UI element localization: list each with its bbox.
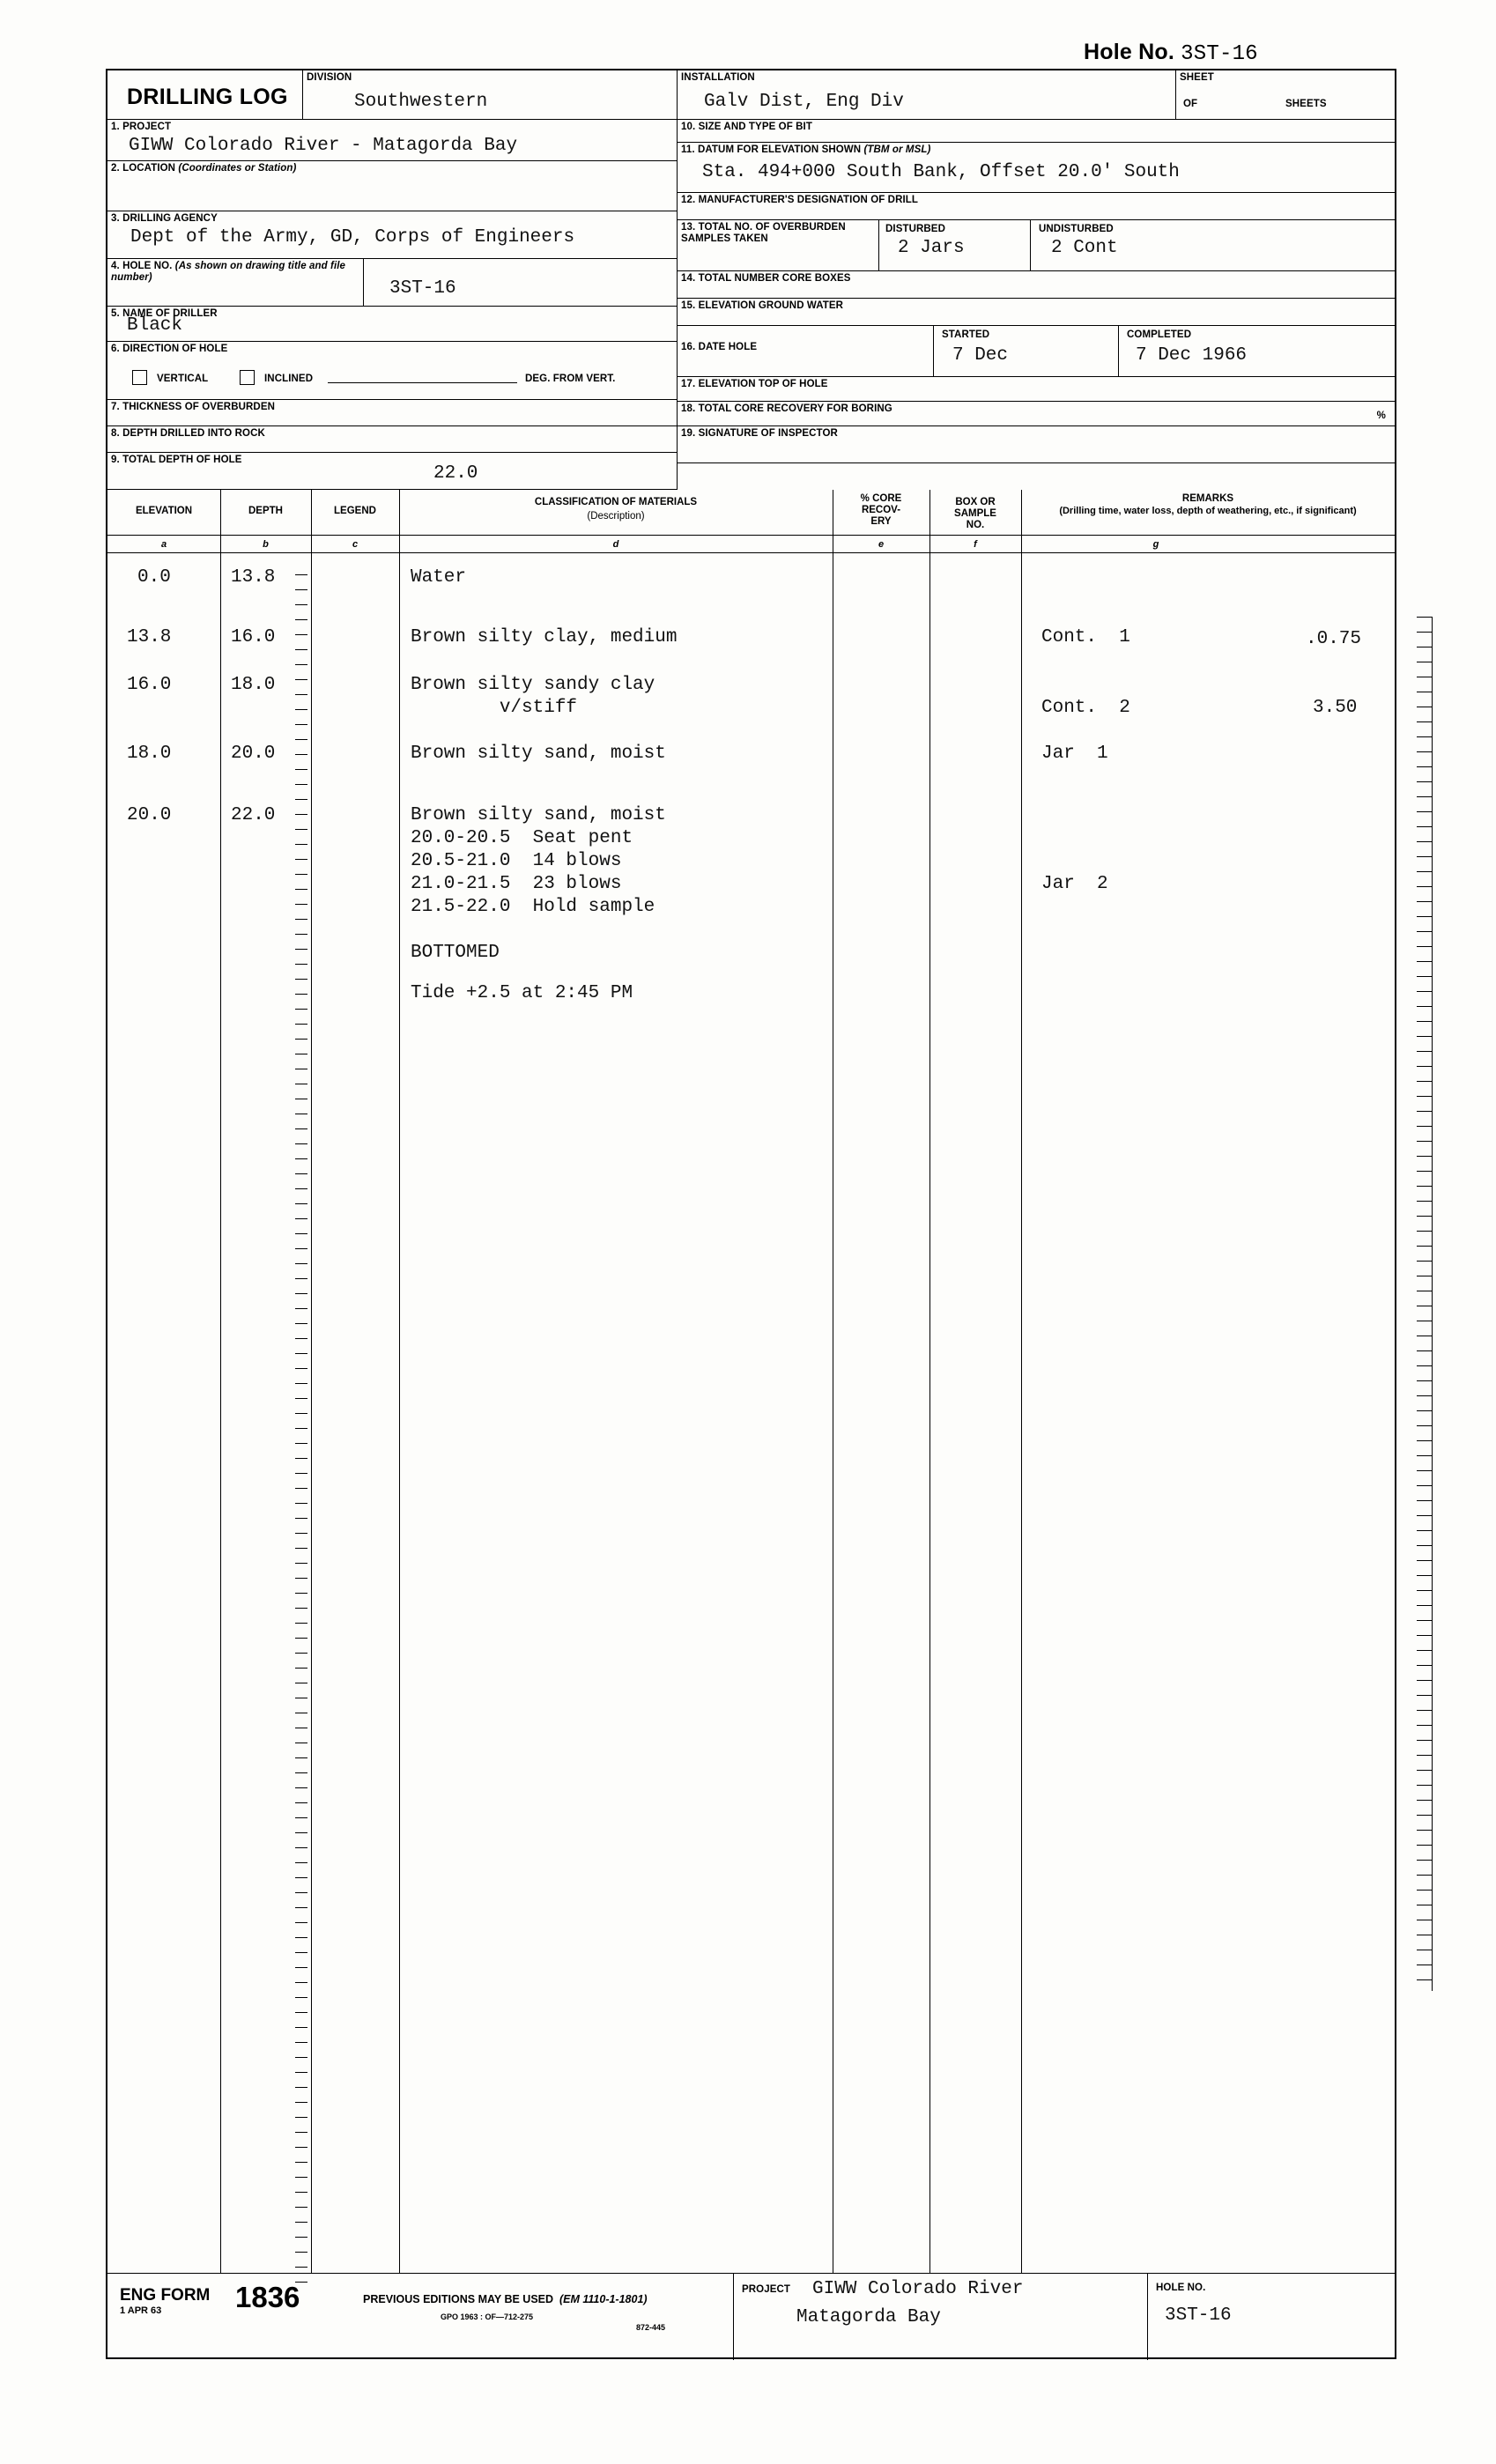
- footer-hole-no-value: 3ST-16: [1165, 2305, 1232, 2326]
- cell-elevation-2: 16.0: [127, 675, 172, 695]
- col-header-classification: CLASSIFICATION OF MATERIALS: [534, 497, 698, 507]
- started-value: 7 Dec: [952, 345, 1009, 366]
- col-letter-b: b: [263, 539, 269, 550]
- driller-value: Black: [127, 315, 183, 336]
- cell-classification-0: Water: [411, 567, 467, 588]
- footer-project-value-1: GIWW Colorado River: [812, 2279, 1024, 2299]
- field-core-recovery: [678, 402, 1395, 426]
- driller-label: 5. NAME OF DRILLER: [111, 308, 218, 319]
- total-depth-label: 9. TOTAL DEPTH OF HOLE: [111, 455, 242, 465]
- previous-editions-note: PREVIOUS EDITIONS MAY BE USED (EM 1110-1-1801): [363, 2293, 648, 2305]
- cell-classification-4-line1: Brown silty sand, moist: [411, 805, 666, 825]
- date-hole-label: 16. DATE HOLE: [681, 342, 758, 352]
- col-letter-g: g: [1152, 539, 1159, 550]
- gpo-note: GPO 1963 : OF—712-275: [441, 2312, 534, 2321]
- cell-remarks-4: Jar 2: [1041, 874, 1108, 894]
- cell-depth-0: 13.8: [231, 567, 276, 588]
- col-letter-c: c: [352, 539, 359, 550]
- inclined-checkbox[interactable]: [240, 370, 255, 385]
- form-title-box: [107, 70, 303, 120]
- elev-top-hole-label: 17. ELEVATION TOP OF HOLE: [681, 379, 828, 389]
- bit-size-label: 10. SIZE AND TYPE OF BIT: [681, 122, 812, 132]
- undisturbed-value: 2 Cont: [1051, 238, 1118, 258]
- vertical-label: VERTICAL: [157, 374, 209, 384]
- cell-classification-3: Brown silty sand, moist: [411, 744, 666, 764]
- field-date-hole: [678, 326, 1395, 377]
- cell-depth-3: 20.0: [231, 744, 276, 764]
- core-boxes-label: 14. TOTAL NUMBER CORE BOXES: [681, 273, 851, 284]
- cell-depth-1: 16.0: [231, 627, 276, 647]
- sheet-label: SHEET: [1180, 72, 1214, 83]
- footer-hole-no-label: HOLE NO.: [1156, 2283, 1206, 2293]
- cell-remarks-value-1: .0.75: [1306, 629, 1362, 649]
- field-bit-size: [678, 120, 1395, 143]
- installation-value: Galv Dist, Eng Div: [704, 92, 904, 112]
- field-inspector-signature: [678, 426, 1395, 463]
- note-bottomed: BOTTOMED: [411, 943, 500, 963]
- hole-number-header: [1084, 40, 1258, 66]
- footer-project-value-2: Matagorda Bay: [796, 2307, 941, 2327]
- page-title: DRILLING LOG: [127, 85, 288, 109]
- field-depth-into-rock: [107, 426, 678, 453]
- gpo-note-2: 872-445: [636, 2323, 666, 2332]
- field-hole-no: [107, 259, 678, 307]
- disturbed-label: DISTURBED: [885, 224, 945, 234]
- project-value: GIWW Colorado River - Matagorda Bay: [129, 136, 518, 156]
- division-label: DIVISION: [307, 72, 352, 83]
- data-table-body: [107, 553, 1395, 2273]
- datum-label: 11. DATUM FOR ELEVATION SHOWN (TBM or MSL): [681, 144, 931, 155]
- cell-elevation-4: 20.0: [127, 805, 172, 825]
- cell-classification-4-line3: 20.5-21.0 14 blows: [411, 851, 622, 871]
- footer-project-label: PROJECT: [742, 2284, 791, 2295]
- drilling-agency-label: 3. DRILLING AGENCY: [111, 213, 218, 224]
- data-table-header: [107, 490, 1395, 536]
- col-header-legend: LEGEND: [334, 506, 376, 516]
- cell-remarks-value-2: 3.50: [1313, 698, 1358, 718]
- division-value: Southwestern: [354, 92, 488, 112]
- eng-form-label: ENG FORM: [120, 2286, 211, 2305]
- column-letter-row: [107, 536, 1395, 553]
- started-label: STARTED: [942, 329, 990, 340]
- ground-water-label: 15. ELEVATION GROUND WATER: [681, 300, 844, 311]
- location-label: 2. LOCATION (Coordinates or Station): [111, 163, 297, 174]
- cell-elevation-0: 0.0: [137, 567, 171, 588]
- disturbed-value: 2 Jars: [898, 238, 965, 258]
- form-footer: [107, 2273, 1395, 2359]
- right-margin-scale: [1410, 617, 1445, 1991]
- division-field: [303, 70, 678, 120]
- col-header-core-recovery: % CORE RECOV- ERY: [860, 493, 902, 527]
- cell-classification-2-line1: Brown silty sandy clay: [411, 675, 655, 695]
- eng-form-date: 1 APR 63: [120, 2305, 162, 2316]
- overburden-thickness-label: 7. THICKNESS OF OVERBURDEN: [111, 402, 275, 412]
- datum-value: Sta. 494+000 South Bank, Offset 20.0' South: [702, 162, 1180, 182]
- drilling-agency-value: Dept of the Army, GD, Corps of Engineers: [130, 227, 575, 248]
- field-overburden-thickness: [107, 400, 678, 426]
- manufacturer-label: 12. MANUFACTURER'S DESIGNATION OF DRILL: [681, 195, 919, 205]
- col-header-depth: DEPTH: [248, 506, 283, 516]
- cell-classification-4-line4: 21.0-21.5 23 blows: [411, 874, 622, 894]
- field-overburden-samples: [678, 220, 1395, 271]
- core-recovery-label: 18. TOTAL CORE RECOVERY FOR BORING: [681, 403, 892, 414]
- hole-no-label: 4. HOLE NO. (As shown on drawing title and file number): [111, 261, 346, 283]
- col-letter-f: f: [974, 539, 977, 550]
- cell-classification-4-line5: 21.5-22.0 Hold sample: [411, 897, 655, 917]
- cell-elevation-1: 13.8: [127, 627, 172, 647]
- undisturbed-label: UNDISTURBED: [1039, 224, 1114, 234]
- cell-elevation-3: 18.0: [127, 744, 172, 764]
- completed-label: COMPLETED: [1127, 329, 1192, 340]
- of-label: OF: [1183, 99, 1198, 109]
- field-total-depth: [107, 453, 678, 490]
- overburden-samples-label: 13. TOTAL NO. OF OVERBURDEN SAMPLES TAKEN: [681, 222, 846, 244]
- col-header-remarks: REMARKS: [1181, 493, 1234, 504]
- col-letter-a: a: [160, 539, 167, 550]
- cell-classification-1: Brown silty clay, medium: [411, 627, 678, 647]
- field-ground-water: [678, 299, 1395, 326]
- cell-classification-2-line2: v/stiff: [411, 698, 578, 718]
- col-letter-e: e: [878, 539, 885, 550]
- cell-remarks-2: Cont. 2: [1041, 698, 1130, 718]
- col-header-elevation: ELEVATION: [135, 506, 193, 516]
- installation-field: [678, 70, 1176, 120]
- inclined-label: INCLINED: [264, 374, 314, 384]
- field-core-boxes: [678, 271, 1395, 299]
- hole-no-value: 3ST-16: [389, 278, 456, 299]
- col-header-classification-sub: (Description): [587, 511, 645, 522]
- deg-from-vert-label: DEG. FROM VERT.: [525, 374, 616, 384]
- cell-depth-4: 22.0: [231, 805, 276, 825]
- field-direction: [107, 342, 678, 400]
- hole-number-label: Hole No.: [1084, 40, 1174, 64]
- col-header-sample-no: BOX OR SAMPLE NO.: [954, 497, 996, 530]
- cell-remarks-1: Cont. 1: [1041, 627, 1130, 647]
- project-label: 1. PROJECT: [111, 122, 172, 132]
- sheets-label: SHEETS: [1285, 99, 1327, 109]
- drilling-log-form: [106, 69, 1396, 2359]
- field-datum: [678, 143, 1395, 193]
- sheet-field: [1176, 70, 1395, 120]
- field-location: [107, 161, 678, 211]
- field-elev-top-hole: [678, 377, 1395, 402]
- field-driller: [107, 307, 678, 342]
- direction-label: 6. DIRECTION OF HOLE: [111, 344, 228, 354]
- col-header-remarks-sub: (Drilling time, water loss, depth of weathering, etc., if significant): [1059, 506, 1357, 516]
- eng-form-number: 1836: [235, 2281, 300, 2313]
- field-manufacturer: [678, 193, 1395, 220]
- completed-value: 7 Dec 1966: [1136, 345, 1248, 366]
- core-recovery-unit: %: [1376, 411, 1386, 421]
- inspector-signature-label: 19. SIGNATURE OF INSPECTOR: [681, 428, 838, 439]
- depth-into-rock-label: 8. DEPTH DRILLED INTO ROCK: [111, 428, 265, 439]
- installation-label: INSTALLATION: [681, 72, 755, 83]
- field-project: [107, 120, 678, 161]
- note-tide: Tide +2.5 at 2:45 PM: [411, 983, 633, 1003]
- field-drilling-agency: [107, 211, 678, 259]
- hole-number-value: 3ST-16: [1181, 42, 1258, 66]
- right-margin-rule: [1432, 617, 1433, 1991]
- total-depth-value: 22.0: [433, 463, 478, 484]
- cell-remarks-3: Jar 1: [1041, 744, 1108, 764]
- cell-depth-2: 18.0: [231, 675, 276, 695]
- col-letter-d: d: [612, 539, 619, 550]
- vertical-checkbox[interactable]: [132, 370, 147, 385]
- cell-classification-4-line2: 20.0-20.5 Seat pent: [411, 828, 633, 848]
